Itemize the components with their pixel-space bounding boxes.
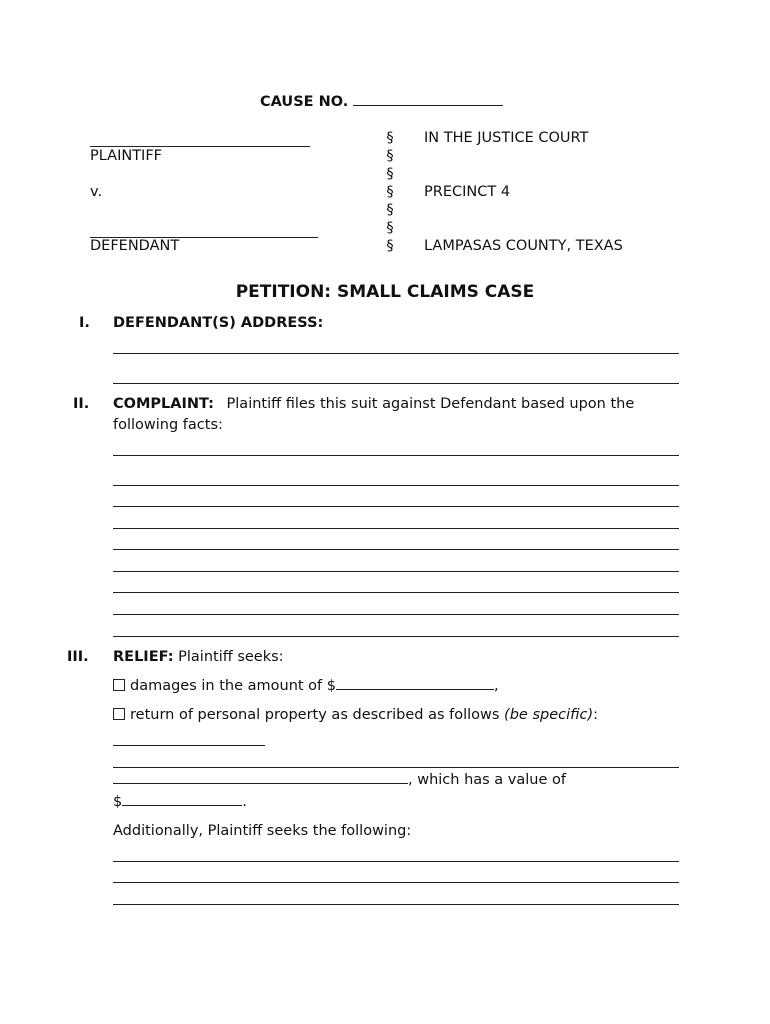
facts-line[interactable] bbox=[113, 506, 679, 507]
property-description-line[interactable] bbox=[113, 745, 265, 746]
section-symbol: § bbox=[386, 202, 394, 218]
section-symbol: § bbox=[386, 238, 394, 254]
facts-line[interactable] bbox=[113, 571, 679, 572]
facts-line[interactable] bbox=[113, 614, 679, 615]
property-description-line[interactable] bbox=[113, 767, 679, 768]
county-label: LAMPASAS COUNTY, TEXAS bbox=[424, 238, 623, 254]
property-option bbox=[113, 707, 598, 723]
section-i-heading: DEFENDANT(S) ADDRESS: bbox=[113, 315, 324, 331]
facts-line[interactable] bbox=[113, 528, 679, 529]
cause-number-line bbox=[260, 94, 503, 110]
cause-number-blank[interactable] bbox=[353, 105, 503, 106]
cause-number-label: CAUSE NO. bbox=[260, 94, 349, 110]
precinct-label: PRECINCT 4 bbox=[424, 184, 511, 200]
section-symbol: § bbox=[386, 220, 394, 236]
property-specific-note: (be specific) bbox=[504, 707, 594, 723]
section-symbol: § bbox=[386, 130, 394, 146]
complaint-line-1 bbox=[113, 396, 634, 412]
additional-relief-label: Additionally, Plaintiff seeks the following: bbox=[113, 823, 412, 839]
facts-line[interactable] bbox=[113, 636, 679, 637]
property-colon: : bbox=[593, 707, 599, 723]
section-symbol: § bbox=[386, 166, 394, 182]
versus-label: v. bbox=[90, 184, 103, 200]
facts-line[interactable] bbox=[113, 549, 679, 550]
dollar-sign: $ bbox=[113, 794, 123, 810]
damages-amount-blank[interactable] bbox=[336, 689, 494, 690]
section-ii-heading: COMPLAINT: bbox=[113, 396, 214, 412]
facts-line[interactable] bbox=[113, 455, 679, 456]
section-i-numeral: I. bbox=[79, 315, 90, 331]
damages-option bbox=[113, 678, 499, 694]
defendant-label: DEFENDANT bbox=[90, 238, 180, 254]
address-line[interactable] bbox=[113, 383, 679, 384]
property-checkbox[interactable] bbox=[113, 708, 125, 720]
complaint-line-2: following facts: bbox=[113, 417, 223, 433]
relief-intro-line bbox=[113, 649, 284, 665]
page-title: PETITION: SMALL CLAIMS CASE bbox=[235, 282, 535, 302]
property-value-text: , which has a value of bbox=[408, 772, 566, 788]
damages-checkbox[interactable] bbox=[113, 679, 125, 691]
property-label: return of personal property as described as follows bbox=[130, 707, 500, 723]
section-iii-heading: RELIEF: bbox=[113, 649, 174, 665]
section-symbol: § bbox=[386, 148, 394, 164]
relief-intro: Plaintiff seeks: bbox=[178, 649, 284, 665]
complaint-text: Plaintiff files this suit against Defendant based upon the bbox=[226, 396, 635, 412]
additional-relief-line[interactable] bbox=[113, 861, 679, 862]
property-value-blank[interactable] bbox=[122, 805, 242, 806]
property-description-blank[interactable] bbox=[113, 783, 408, 784]
facts-line[interactable] bbox=[113, 592, 679, 593]
damages-label: damages in the amount of $ bbox=[130, 678, 336, 694]
additional-relief-line[interactable] bbox=[113, 904, 679, 905]
section-symbol: § bbox=[386, 184, 394, 200]
plaintiff-name-blank[interactable] bbox=[90, 146, 310, 147]
property-value-line bbox=[113, 772, 566, 788]
court-label: IN THE JUSTICE COURT bbox=[424, 130, 589, 146]
property-value-amount bbox=[113, 794, 247, 810]
address-line[interactable] bbox=[113, 353, 679, 354]
value-period: . bbox=[242, 794, 247, 810]
section-iii-numeral: III. bbox=[67, 649, 89, 665]
facts-line[interactable] bbox=[113, 485, 679, 486]
additional-relief-line[interactable] bbox=[113, 882, 679, 883]
plaintiff-label: PLAINTIFF bbox=[90, 148, 163, 164]
damages-comma: , bbox=[494, 678, 499, 694]
section-ii-numeral: II. bbox=[73, 396, 90, 412]
